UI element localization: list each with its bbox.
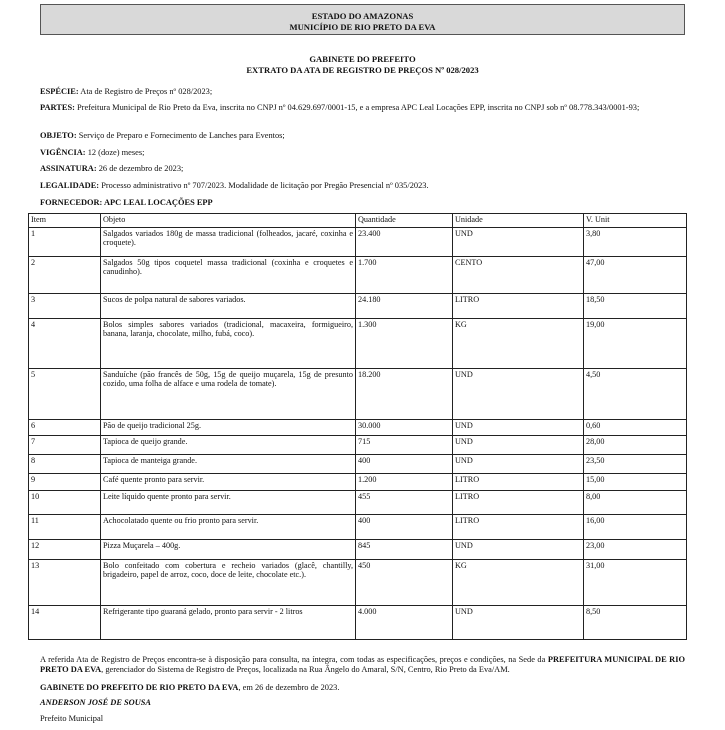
signer-name: ANDERSON JOSÉ DE SOUSA [40, 698, 152, 707]
cell-objeto: Bolos simples sabores variados (tradicional, macaxeira, formigueiro, banana, laranja, chocolate, milho, fubá, coco). [101, 319, 356, 369]
fornecedor-label: FORNECEDOR: APC LEAL LOCAÇÕES EPP [40, 198, 213, 207]
cell-valor-unitario: 16,00 [584, 515, 687, 540]
cell-unidade: UND [453, 606, 584, 640]
cell-quantidade: 30.000 [356, 420, 453, 436]
header-unidade: Unidade [453, 214, 584, 228]
cell-quantidade: 18.200 [356, 369, 453, 420]
field-objeto [40, 131, 685, 141]
cell-item: 7 [29, 436, 101, 455]
table-row [29, 436, 687, 455]
table-row [29, 474, 687, 491]
field-fornecedor [40, 198, 685, 208]
cell-item: 2 [29, 257, 101, 294]
cell-objeto: Café quente pronto para servir. [101, 474, 356, 491]
items-table [28, 213, 687, 640]
table-row [29, 319, 687, 369]
cell-item: 8 [29, 455, 101, 474]
table-header-row [29, 214, 687, 228]
cell-unidade: LITRO [453, 515, 584, 540]
cell-quantidade: 400 [356, 515, 453, 540]
cell-item: 1 [29, 228, 101, 257]
cell-valor-unitario: 8,00 [584, 491, 687, 515]
partes-label: PARTES: [40, 103, 75, 112]
cell-quantidade: 1.700 [356, 257, 453, 294]
header-quantidade: Quantidade [356, 214, 453, 228]
cell-unidade: KG [453, 560, 584, 606]
header-objeto: Objeto [101, 214, 356, 228]
state-name: ESTADO DO AMAZONAS [311, 11, 414, 21]
cell-valor-unitario: 3,80 [584, 228, 687, 257]
cell-quantidade: 4.000 [356, 606, 453, 640]
cell-valor-unitario: 15,00 [584, 474, 687, 491]
cell-objeto: Pão de queijo tradicional 25g. [101, 420, 356, 436]
cell-quantidade: 24.180 [356, 294, 453, 319]
cell-objeto: Leite líquido quente pronto para servir. [101, 491, 356, 515]
vigencia-label: VIGÊNCIA: [40, 148, 86, 157]
table-row [29, 515, 687, 540]
cell-objeto: Tapioca de manteiga grande. [101, 455, 356, 474]
table-row [29, 257, 687, 294]
cell-objeto: Pizza Muçarela – 400g. [101, 540, 356, 560]
especie-value: Ata de Registro de Preços nº 028/2023; [78, 87, 213, 96]
availability-note [40, 655, 685, 674]
table-row [29, 540, 687, 560]
municipality-name: MUNICÍPIO DE RIO PRETO DA EVA [289, 22, 436, 32]
cell-item: 9 [29, 474, 101, 491]
field-partes [40, 103, 685, 113]
cell-objeto: Achocolatado quente ou frio pronto para servir. [101, 515, 356, 540]
table-row [29, 491, 687, 515]
date-text: , em 26 de dezembro de 2023. [238, 683, 340, 692]
cell-valor-unitario: 47,00 [584, 257, 687, 294]
cell-quantidade: 1.300 [356, 319, 453, 369]
cell-item: 4 [29, 319, 101, 369]
note-text-a: A referida Ata de Registro de Preços encontra-se à disposição para consulta, na íntegra, com todas as especificações, preços e condições, na Sede da [40, 655, 548, 664]
cell-quantidade: 450 [356, 560, 453, 606]
cell-valor-unitario: 18,50 [584, 294, 687, 319]
signer-role: Prefeito Municipal [40, 714, 104, 723]
document-titles [40, 54, 685, 76]
cell-objeto: Bolo confeitado com cobertura e recheio variados (glacê, chantilly, brigadeiro, papel de arroz, coco, doce de leite, chocolate etc.). [101, 560, 356, 606]
cell-valor-unitario: 0,60 [584, 420, 687, 436]
table-row [29, 560, 687, 606]
office-title: GABINETE DO PREFEITO [309, 54, 416, 64]
cell-unidade: CENTO [453, 257, 584, 294]
extract-title: EXTRATO DA ATA DE REGISTRO DE PREÇOS Nº 028/2023 [246, 65, 479, 75]
cell-item: 13 [29, 560, 101, 606]
header-valor-unitario: V. Unit [584, 214, 687, 228]
table-row [29, 294, 687, 319]
cell-quantidade: 845 [356, 540, 453, 560]
cell-item: 10 [29, 491, 101, 515]
table-row [29, 420, 687, 436]
table-row [29, 228, 687, 257]
objeto-value: Serviço de Preparo e Fornecimento de Lanches para Eventos; [76, 131, 285, 140]
table-row [29, 369, 687, 420]
cell-objeto: Salgados 50g tipos coquetel massa tradicional (coxinha e croquetes e canudinho). [101, 257, 356, 294]
cell-valor-unitario: 28,00 [584, 436, 687, 455]
assinatura-label: ASSINATURA: [40, 164, 97, 173]
table-row [29, 455, 687, 474]
cell-unidade: UND [453, 540, 584, 560]
cell-valor-unitario: 23,50 [584, 455, 687, 474]
document-header [40, 4, 685, 35]
cell-item: 3 [29, 294, 101, 319]
note-text-bold: PREFEITURA MUNICIPAL DE RIO PRETO DA EVA [40, 655, 685, 674]
place-name: GABINETE DO PREFEITO DE RIO PRETO DA EVA [40, 683, 239, 692]
especie-label: ESPÉCIE: [40, 87, 79, 96]
cell-item: 11 [29, 515, 101, 540]
cell-quantidade: 23.400 [356, 228, 453, 257]
legalidade-value: Processo administrativo nº 707/2023. Modalidade de licitação por Pregão Presencial nº 035/2023. [99, 181, 429, 190]
place-date [40, 683, 685, 693]
cell-item: 14 [29, 606, 101, 640]
cell-unidade: UND [453, 455, 584, 474]
cell-unidade: UND [453, 436, 584, 455]
cell-item: 5 [29, 369, 101, 420]
cell-objeto: Tapioca de queijo grande. [101, 436, 356, 455]
cell-unidade: KG [453, 319, 584, 369]
cell-unidade: LITRO [453, 491, 584, 515]
cell-objeto: Salgados variados 180g de massa tradicional (folheados, jacaré, coxinha e croquete). [101, 228, 356, 257]
cell-valor-unitario: 8,50 [584, 606, 687, 640]
cell-objeto: Refrigerante tipo guaraná gelado, pronto para servir - 2 litros [101, 606, 356, 640]
cell-objeto: Sucos de polpa natural de sabores variados. [101, 294, 356, 319]
note-text-b: , gerenciador do Sistema de Registro de Preços, localizada na Rua Ângelo do Amaral, S/N, Centro, Rio Preto da Eva/AM. [101, 664, 510, 674]
field-assinatura [40, 164, 685, 174]
cell-unidade: UND [453, 369, 584, 420]
partes-value: Prefeitura Municipal de Rio Preto da Eva, inscrita no CNPJ nº 04.629.697/0001-15, e a empresa APC Leal Locações EPP, inscrita no CNPJ sob nº 08.778.343/0001-93; [74, 103, 640, 112]
cell-quantidade: 1.200 [356, 474, 453, 491]
cell-quantidade: 715 [356, 436, 453, 455]
cell-unidade: UND [453, 420, 584, 436]
cell-valor-unitario: 19,00 [584, 319, 687, 369]
cell-objeto: Sanduíche (pão francês de 50g, 15g de queijo muçarela, 15g de presunto cozido, uma folha de alface e uma rodela de tomate). [101, 369, 356, 420]
field-vigencia [40, 148, 685, 158]
cell-valor-unitario: 31,00 [584, 560, 687, 606]
cell-quantidade: 455 [356, 491, 453, 515]
assinatura-value: 26 de dezembro de 2023; [96, 164, 184, 173]
vigencia-value: 12 (doze) meses; [85, 148, 145, 157]
cell-unidade: LITRO [453, 294, 584, 319]
cell-item: 12 [29, 540, 101, 560]
field-legalidade [40, 181, 685, 191]
field-especie [40, 87, 685, 97]
objeto-label: OBJETO: [40, 131, 77, 140]
cell-unidade: LITRO [453, 474, 584, 491]
legalidade-label: LEGALIDADE: [40, 181, 100, 190]
cell-quantidade: 400 [356, 455, 453, 474]
cell-valor-unitario: 4,50 [584, 369, 687, 420]
cell-unidade: UND [453, 228, 584, 257]
table-row [29, 606, 687, 640]
header-item: Item [29, 214, 101, 228]
cell-item: 6 [29, 420, 101, 436]
cell-valor-unitario: 23,00 [584, 540, 687, 560]
